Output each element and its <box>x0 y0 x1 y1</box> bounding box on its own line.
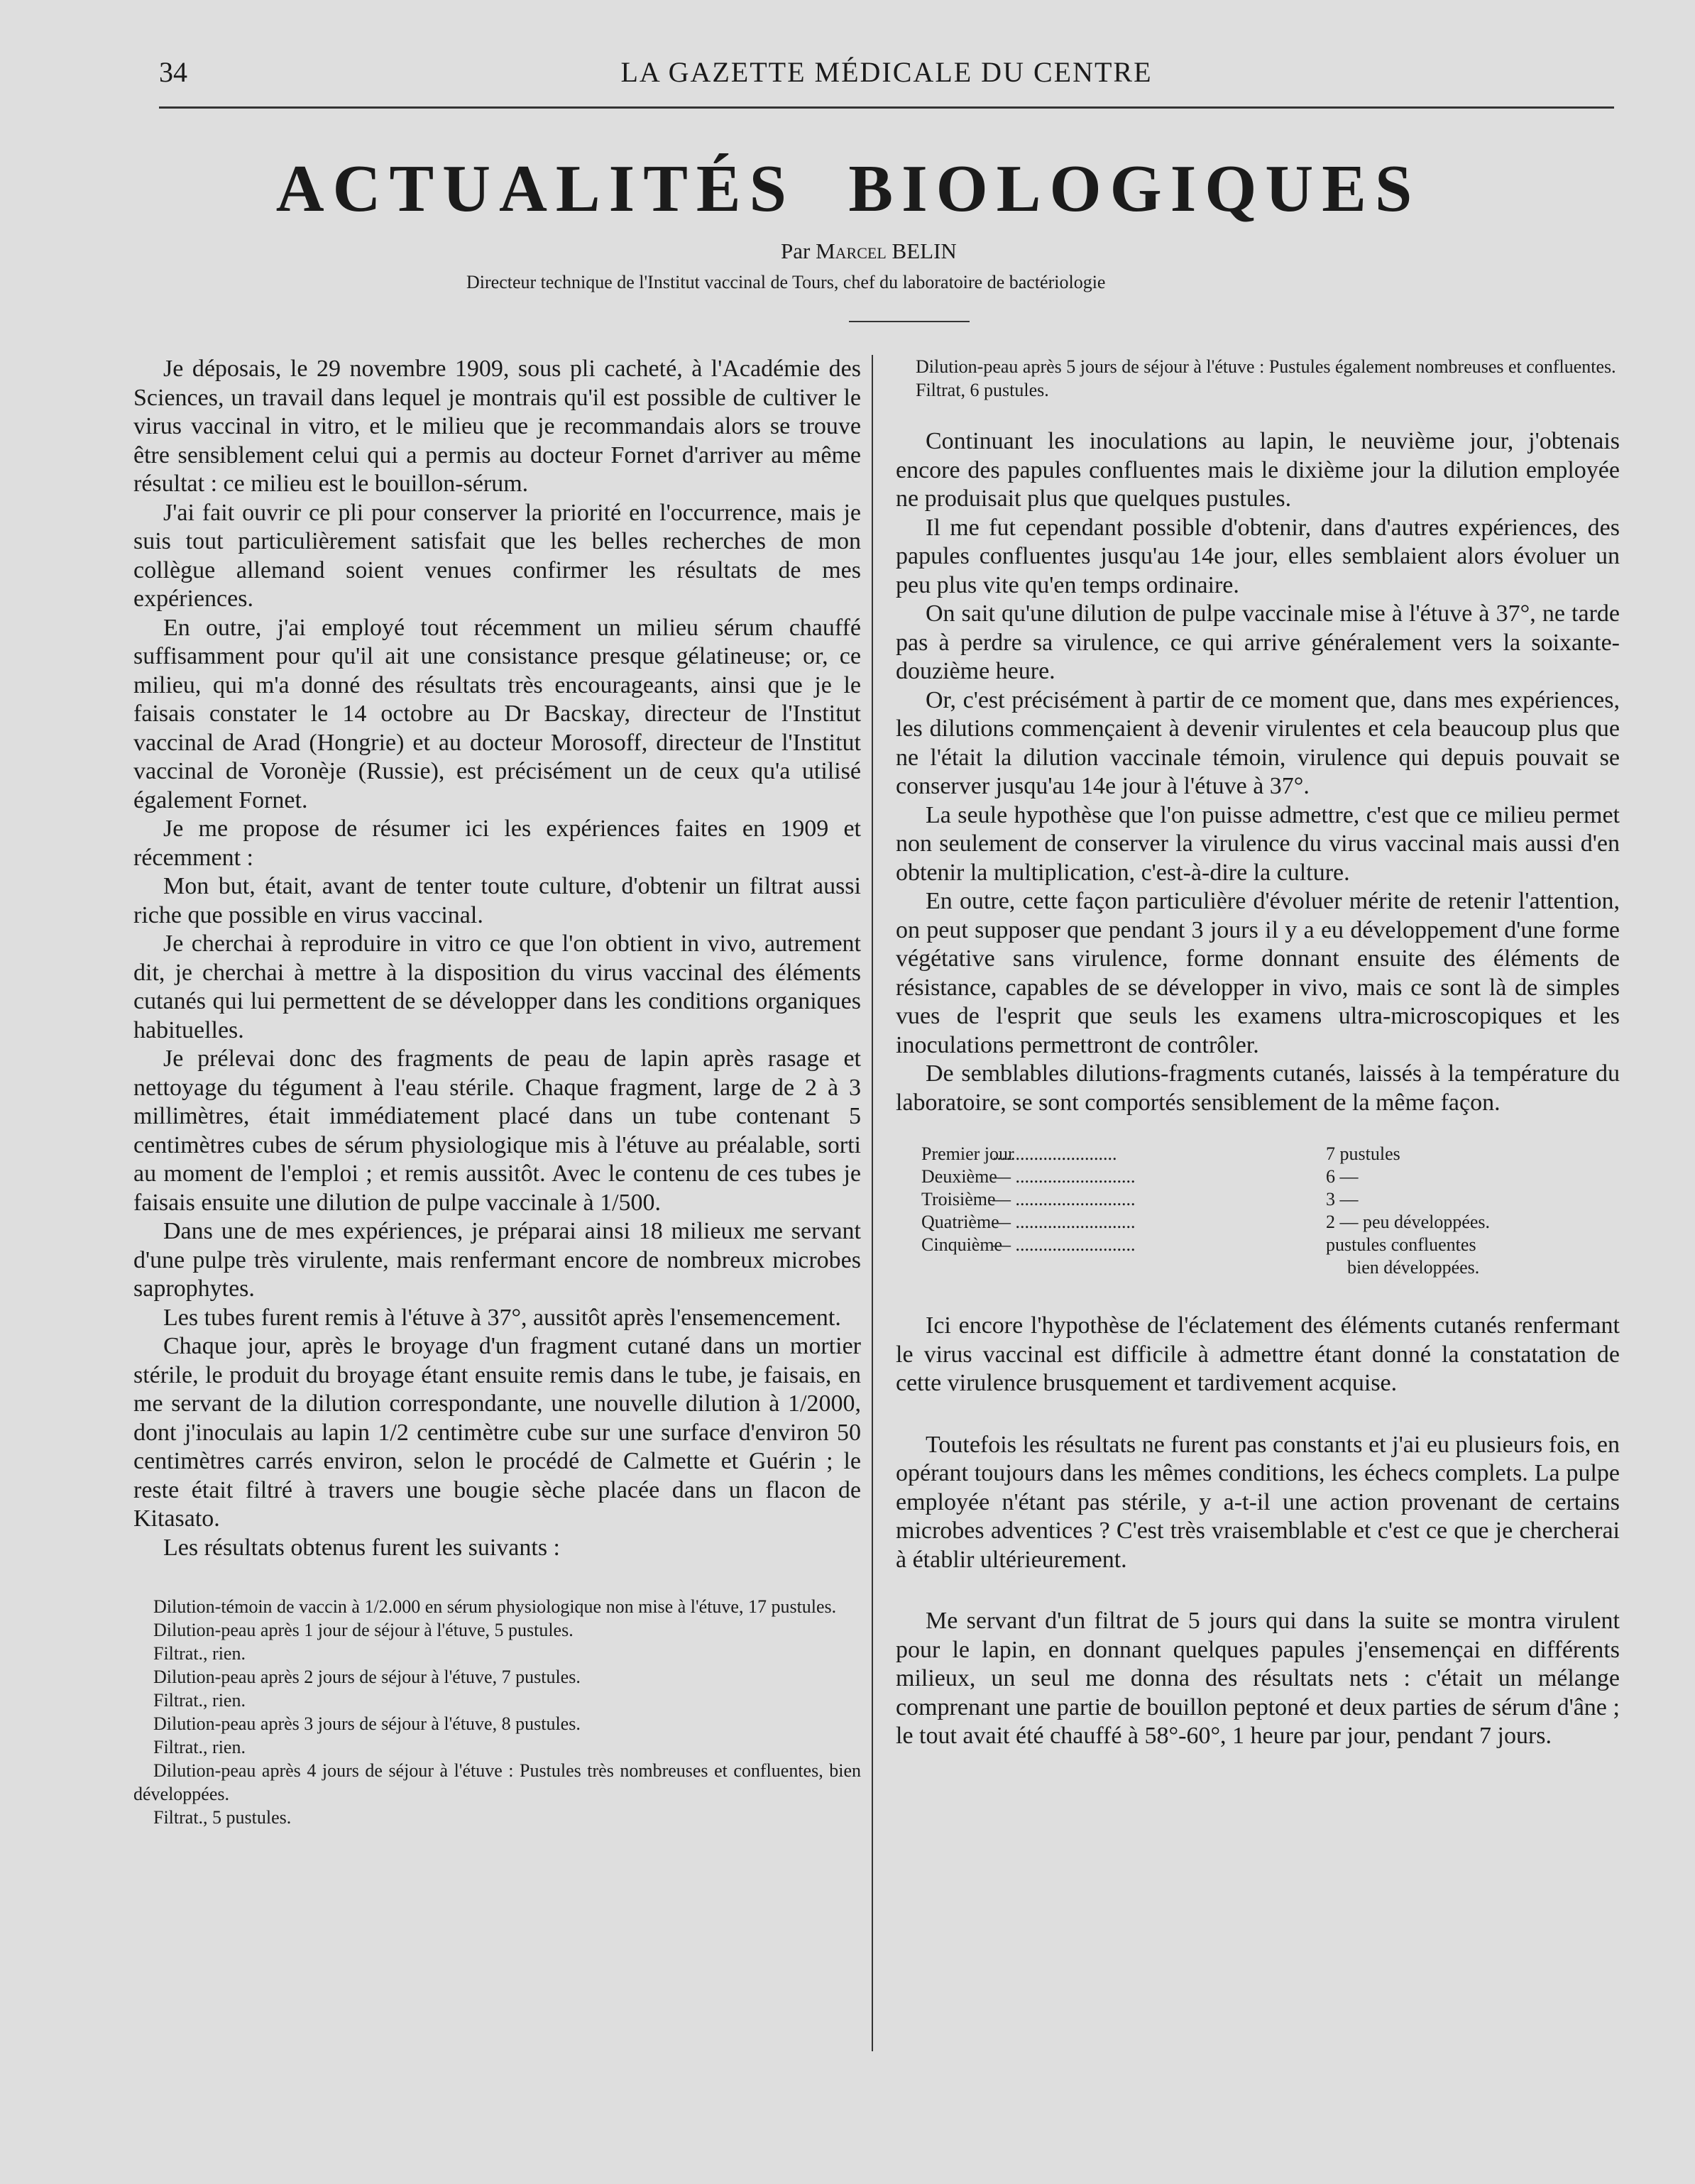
paragraph: Je déposais, le 29 novembre 1909, sous pli cacheté, à l'Académie des Sciences, un travail dans lequel je montrais qu'il est possible de cultiver le virus vaccinal in vitro, et le milieu que je recommandais alors se trouve être sensiblement celui qui a permis au docteur Fornet d'arriver au même résultat : ce milieu est le bouillon-sérum. <box>133 356 861 497</box>
paragraph: Je me propose de résumer ici les expériences faites en 1909 et récemment : <box>133 816 861 871</box>
paragraph: Il me fut cependant possible d'obtenir, dans d'autres expériences, des papules confluentes jusqu'au 14e jour, elles semblaient alors évoluer un peu plus vite qu'en temps ordinaire. <box>896 514 1620 598</box>
column-divider <box>872 355 873 2051</box>
result-note: Filtrat., rien. <box>153 1643 246 1664</box>
paragraph: On sait qu'une dilution de pulpe vaccinale mise à l'étuve à 37°, ne tarde pas à perdre sa virulence, ce qui arrive généralement vers la soixante-douzième heure. <box>896 600 1620 684</box>
result-note: Filtrat., rien. <box>153 1737 246 1757</box>
table-note: bien développées. <box>1347 1257 1480 1278</box>
page-header <box>159 55 1614 91</box>
paragraph: Me servant d'un filtrat de 5 jours qui dans la suite se montra virulent pour le lapin, en donnant quelques papules j'ensemençai en différents milieux, un seul me donna des résultats nets : c'était un mélange comprenant une partie de bouillon peptoné et deux parties de sérum d'âne ; le tout avait été chauffé à 58°-60°, 1 heure par jour, pendant 7 jours. <box>896 1608 1620 1749</box>
result-note: Dilution-peau après 5 jours de séjour à l'étuve : Pustules également nombreuses et confluentes. <box>916 356 1616 377</box>
table-row <box>921 1165 1589 1188</box>
day-value: 2 — peu développées. <box>1326 1212 1491 1232</box>
result-note: Filtrat., 5 pustules. <box>153 1807 292 1828</box>
spacer <box>896 402 1620 427</box>
leader-dots: — .......................... <box>992 1166 1136 1187</box>
page-number: 34 <box>159 56 187 88</box>
paragraph: En outre, cette façon particulière d'évoluer mérite de retenir l'attention, on peut supposer que pendant 3 jours il y a eu développement d'une forme végétative sans virulence, forme donnant ensuite des éléments de résistance, capables de se développer in vivo, mais ce sont là de simples vues de l'esprit que seuls les examens ultra-microscopiques et les inoculations permettront de contrôler. <box>896 888 1620 1058</box>
right-column <box>896 355 1620 1751</box>
right-body-a <box>896 427 1620 1117</box>
results-notes <box>133 1595 861 1829</box>
result-note: Dilution-peau après 3 jours de séjour à l'étuve, 8 pustules. <box>153 1713 581 1734</box>
paragraph: J'ai fait ouvrir ce pli pour conserver la priorité en l'occurrence, mais je suis tout particulièrement satisfait que les belles recherches de mon collègue allemand soient venues confirmer les résultats de mes expériences. <box>133 499 861 612</box>
days-table <box>921 1143 1589 1279</box>
left-column <box>133 355 861 1829</box>
table-row <box>921 1211 1589 1234</box>
paragraph: Je cherchai à reproduire in vitro ce que l'on obtient in vivo, autrement dit, je cherchai à mettre à la disposition du virus vaccinal des éléments cutanés qui lui permettent de se développer dans les conditions organiques habituelles. <box>133 931 861 1043</box>
result-note: Dilution-peau après 2 jours de séjour à l'étuve, 7 pustules. <box>153 1667 581 1687</box>
leader-dots: — .......................... <box>992 1212 1136 1232</box>
paragraph: Ici encore l'hypothèse de l'éclatement des éléments cutanés renfermant le virus vaccinal est difficile à admettre étant donné la constatation de cette virulence brusquement et tardivement acquise. <box>896 1312 1620 1396</box>
spacer <box>896 1279 1620 1312</box>
day-label: Cinquième <box>921 1234 1003 1255</box>
result-note: Filtrat., rien. <box>153 1690 246 1711</box>
paragraph: Continuant les inoculations au lapin, le neuvième jour, j'obtenais encore des papules confluentes mais le dixième jour la dilution employée ne produisait plus que quelques pustules. <box>896 428 1620 512</box>
article-title: ACTUALITÉS BIOLOGIQUES <box>275 152 1421 226</box>
result-note: Filtrat, 6 pustules. <box>916 380 1049 400</box>
day-value: pustules confluentes <box>1326 1234 1476 1255</box>
byline-prefix: Par <box>781 238 811 263</box>
right-body-b <box>896 1312 1620 1751</box>
running-title: LA GAZETTE MÉDICALE DU CENTRE <box>620 56 1153 88</box>
paragraph: Les tubes furent remis à l'étuve à 37°, aussitôt après l'ensemencement. <box>163 1304 841 1331</box>
table-row <box>921 1188 1589 1211</box>
spacer <box>133 1562 861 1595</box>
paragraph: De semblables dilutions-fragments cutanés, laissés à la température du laboratoire, se sont comportés sensiblement de la même façon. <box>896 1060 1620 1116</box>
spacer <box>896 1574 1620 1607</box>
day-label: Quatrième <box>921 1212 999 1232</box>
result-note: Dilution-peau après 4 jours de séjour à l'étuve : Pustules très nombreuses et confluentes, bien développées. <box>133 1760 861 1804</box>
paragraph: Or, c'est précisément à partir de ce moment que, dans mes expériences, les dilutions commençaient à devenir virulentes et cela beaucoup plus que ne l'était la dilution vaccinale témoin, virulence qui depuis pouvait se conserver jusqu'au 14e jour à l'étuve à 37°. <box>896 686 1620 799</box>
paragraph: En outre, j'ai employé tout récemment un milieu sérum chauffé suffisamment pour qu'il ait une consistance presque gélatineuse; or, ce milieu, qui m'a donné des résultats très encourageants, ainsi que je le faisais constater le 14 octobre au Dr Bacskay, directeur de l'Institut vaccinal de Arad (Hongrie) et au docteur Morosoff, directeur de l'Institut vaccinal de Voronèje (Russie), est précisément un de ceux qu'a utilisé également Fornet. <box>133 614 861 813</box>
byline <box>781 238 957 264</box>
title-separator <box>849 321 970 322</box>
left-body <box>133 355 861 1562</box>
author-last-name: BELIN <box>892 238 957 263</box>
author-affiliation: Directeur technique de l'Institut vaccinal de Tours, chef du laboratoire de bactériologie <box>466 272 1106 292</box>
author-first-name: Marcel <box>816 238 887 263</box>
day-value: 6 — <box>1326 1166 1359 1187</box>
day-value: 7 pustules <box>1326 1143 1400 1164</box>
leader-dots: — .......................... <box>992 1189 1136 1209</box>
result-note: Dilution-témoin de vaccin à 1/2.000 en sérum physiologique non mise à l'étuve, 17 pustules. <box>153 1596 837 1617</box>
paragraph: La seule hypothèse que l'on puisse admettre, c'est que ce milieu permet non seulement de conserver la virulence du virus vaccinal mais aussi d'en obtenir la multiplication, c'est-à-dire la culture. <box>896 801 1620 886</box>
spacer <box>896 1117 1620 1143</box>
day-label: Deuxième <box>921 1166 997 1187</box>
day-label: Premier jour <box>921 1143 1014 1164</box>
paragraph: Mon but, était, avant de tenter toute culture, d'obtenir un filtrat aussi riche que possible en virus vaccinal. <box>133 873 861 928</box>
leader-dots: — .......................... <box>992 1234 1136 1255</box>
day-value: 3 — <box>1326 1189 1359 1209</box>
day-label: Troisième <box>921 1189 996 1209</box>
result-note: Dilution-peau après 1 jour de séjour à l'étuve, 5 pustules. <box>153 1620 574 1640</box>
continued-notes <box>896 355 1620 402</box>
paragraph: Dans une de mes expériences, je préparai ainsi 18 milieux me servant d'une pulpe très virulente, mais renfermant encore de nombreux microbes saprophytes. <box>133 1218 861 1302</box>
paragraph: Les résultats obtenus furent les suivants : <box>163 1534 561 1561</box>
table-row <box>921 1234 1589 1256</box>
leader-dots: ........................... <box>992 1143 1117 1164</box>
paragraph: Chaque jour, après le broyage d'un fragment cutané dans un mortier stérile, le produit du broyage étant ensuite remis dans le tube, je faisais, en me servant de la dilution correspondante, une nouvelle dilution à 1/2000, dont j'inoculais au lapin 1/2 centimètre cube sur une surface d'environ 50 centimètres carrés environ, selon le procédé de Calmette et Guérin ; le reste était filtré à travers une bougie sèche placée dans un flacon de Kitasato. <box>133 1333 861 1532</box>
paragraph: Toutefois les résultats ne furent pas constants et j'ai eu plusieurs fois, en opérant toujours dans les mêmes conditions, les échecs complets. La pulpe employée n'étant pas stérile, y a-t-il une action provenant de certains microbes adventices ? C'est très vraisemblable et c'est ce que je chercherai à établir ultérieurement. <box>896 1431 1620 1573</box>
paragraph: Je prélevai donc des fragments de peau de lapin après rasage et nettoyage du tégument à l'eau stérile. Chaque fragment, large de 2 à 3 millimètres, était immédiatement placé dans un tube contenant 5 centimètres cubes de sérum physiologique mis à l'étuve au préalable, sorti au moment de l'emploi ; et remis aussitôt. Avec le contenu de ces tubes je faisais ensuite une dilution de pulpe vaccinale à 1/500. <box>133 1046 861 1216</box>
header-rule <box>159 106 1614 109</box>
spacer <box>896 1398 1620 1431</box>
table-row <box>921 1143 1589 1165</box>
